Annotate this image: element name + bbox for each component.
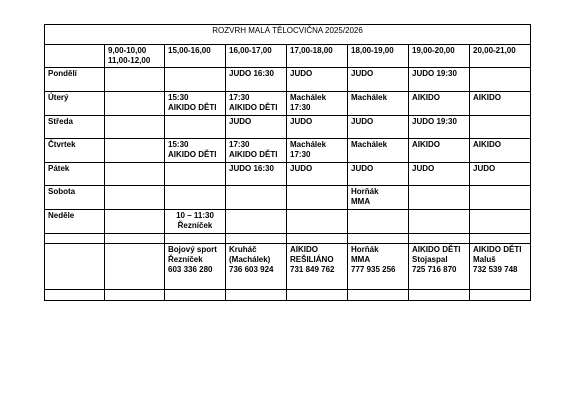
cell	[105, 290, 165, 301]
cell-judo: JUDO	[287, 163, 348, 186]
cell-line: MMA	[351, 197, 371, 206]
contact-line: AIKIDO	[290, 245, 318, 254]
cell	[470, 290, 531, 301]
contact-aikido-deti-malus	[470, 244, 531, 290]
header-time-7: 20,00-21,00	[470, 45, 531, 68]
contact-line: REŠILIÁNO	[290, 255, 334, 264]
day-utery: Úterý	[45, 92, 105, 116]
cell-line: 10 – 11:30	[176, 211, 214, 220]
day-pondeli: Pondělí	[45, 68, 105, 92]
cell	[470, 186, 531, 210]
contact-mma	[348, 244, 409, 290]
cell-aikido: AIKIDO	[470, 92, 531, 116]
day-patek: Pátek	[45, 163, 105, 186]
cell-line: 17:30	[229, 140, 250, 149]
cell-line: Machálek	[290, 140, 327, 149]
cell	[105, 210, 165, 234]
cell	[105, 244, 165, 290]
cell	[470, 68, 531, 92]
cell-aikido: AIKIDO	[409, 92, 470, 116]
cell	[348, 210, 409, 234]
cell-line: 17:30	[229, 93, 250, 102]
cell	[348, 234, 409, 244]
day-sobota: Sobota	[45, 186, 105, 210]
contact-line: Řezníček	[168, 255, 203, 264]
cell-machalek	[287, 139, 348, 163]
schedule-title: ROZVRH MALÁ TĚLOCVIČNA 2025/2026	[45, 25, 531, 45]
cell	[105, 163, 165, 186]
cell-judo: JUDO	[287, 116, 348, 139]
cell-line: AIKIDO DĚTI	[229, 150, 278, 159]
schedule-sheet	[44, 24, 531, 301]
cell	[287, 186, 348, 210]
cell	[226, 290, 287, 301]
cell	[105, 234, 165, 244]
day-streda: Středa	[45, 116, 105, 139]
cell	[105, 68, 165, 92]
cell	[165, 186, 226, 210]
cell	[105, 92, 165, 116]
cell-judo: JUDO 16:30	[226, 163, 287, 186]
contact-line: Maluš	[473, 255, 496, 264]
cell-aikido-deti	[226, 92, 287, 116]
cell-judo: JUDO	[348, 116, 409, 139]
contact-phone: 736 603 924	[229, 265, 274, 274]
contact-phone: 603 336 280	[168, 265, 213, 274]
cell	[409, 210, 470, 234]
cell	[348, 290, 409, 301]
cell	[409, 186, 470, 210]
cell-judo: JUDO	[226, 116, 287, 139]
cell-machalek: Machálek	[348, 92, 409, 116]
cell-judo: JUDO 16:30	[226, 68, 287, 92]
cell	[45, 234, 105, 244]
contact-phone: 725 716 870	[412, 265, 457, 274]
cell-judo: JUDO	[348, 68, 409, 92]
cell-aikido: AIKIDO	[470, 139, 531, 163]
schedule-table	[44, 24, 531, 301]
cell-line: Horňák	[351, 187, 379, 196]
header-time-5: 18,00-19,00	[348, 45, 409, 68]
cell	[45, 290, 105, 301]
contact-phone: 732 539 748	[473, 265, 518, 274]
cell-mma	[348, 186, 409, 210]
contact-line: MMA	[351, 255, 371, 264]
cell-line: 15:30	[168, 93, 189, 102]
cell	[409, 290, 470, 301]
contact-line: Horňák	[351, 245, 379, 254]
cell-aikido: AIKIDO	[409, 139, 470, 163]
cell-aikido-deti	[165, 92, 226, 116]
cell	[226, 210, 287, 234]
cell	[287, 290, 348, 301]
cell	[105, 186, 165, 210]
cell	[226, 234, 287, 244]
cell-reznicek	[165, 210, 226, 234]
cell	[470, 234, 531, 244]
contact-aikido	[287, 244, 348, 290]
day-nedele: Neděle	[45, 210, 105, 234]
contact-reznicek	[165, 244, 226, 290]
header-time-3: 16,00-17,00	[226, 45, 287, 68]
cell	[165, 68, 226, 92]
cell-line: AIKIDO DĚTI	[229, 103, 278, 112]
cell	[287, 234, 348, 244]
cell-aikido-deti	[226, 139, 287, 163]
cell	[287, 210, 348, 234]
cell-judo: JUDO	[348, 163, 409, 186]
cell-aikido-deti	[165, 139, 226, 163]
contact-line: Stojaspal	[412, 255, 448, 264]
cell-line: AIKIDO DĚTI	[168, 103, 217, 112]
header-time-1-line-1: 9,00-10,00	[108, 46, 147, 55]
cell	[45, 244, 105, 290]
cell-line: Machálek	[290, 93, 327, 102]
cell	[105, 116, 165, 139]
contact-phone: 731 849 762	[290, 265, 335, 274]
cell-line: AIKIDO DĚTI	[168, 150, 217, 159]
contact-line: AIKIDO DĚTI	[473, 245, 522, 254]
header-time-6: 19,00-20,00	[409, 45, 470, 68]
header-time-4: 17,00-18,00	[287, 45, 348, 68]
contact-aikido-deti-stojaspal	[409, 244, 470, 290]
cell-line: Řezníček	[177, 221, 213, 230]
cell-line: 17:30	[290, 150, 311, 159]
cell-line: 15:30	[168, 140, 189, 149]
cell	[165, 290, 226, 301]
header-time-1	[105, 45, 165, 68]
cell-judo: JUDO	[470, 163, 531, 186]
cell	[105, 139, 165, 163]
contact-machalek	[226, 244, 287, 290]
cell-machalek: Machálek	[348, 139, 409, 163]
cell	[226, 186, 287, 210]
cell-judo: JUDO	[409, 163, 470, 186]
cell	[165, 116, 226, 139]
contact-line: Kruháč	[229, 245, 257, 254]
cell-line: 17:30	[290, 103, 311, 112]
cell	[470, 116, 531, 139]
header-corner	[45, 45, 105, 68]
header-time-2: 15,00-16,00	[165, 45, 226, 68]
day-ctvrtek: Čtvrtek	[45, 139, 105, 163]
cell-machalek	[287, 92, 348, 116]
cell-judo: JUDO 19:30	[409, 68, 470, 92]
cell	[470, 210, 531, 234]
cell-judo: JUDO 19:30	[409, 116, 470, 139]
contact-line: (Machálek)	[229, 255, 271, 264]
cell	[165, 163, 226, 186]
header-time-1-line-2: 11,00-12,00	[108, 56, 151, 65]
contact-line: AIKIDO DĚTI	[412, 245, 461, 254]
contact-line: Bojový sport	[168, 245, 217, 254]
cell-judo: JUDO	[287, 68, 348, 92]
contact-phone: 777 935 256	[351, 265, 396, 274]
cell	[165, 234, 226, 244]
cell	[409, 234, 470, 244]
